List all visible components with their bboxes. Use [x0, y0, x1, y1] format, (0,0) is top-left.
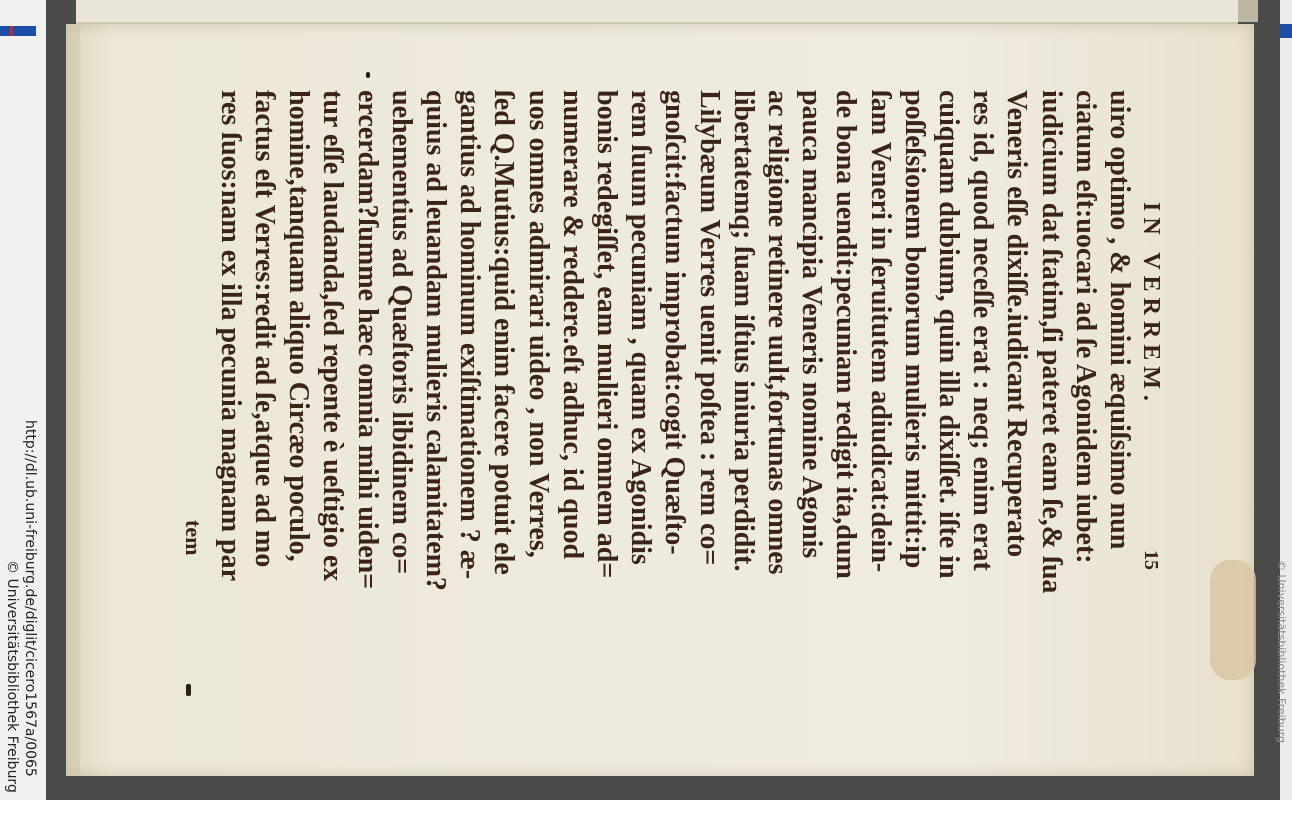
paper-stain [1210, 560, 1256, 680]
catchword: tem [181, 520, 206, 556]
text-line: rem ſuum pecuniam , quam ex Agonidis [625, 90, 657, 565]
ink-speck [186, 684, 191, 696]
page-number: 15 [1140, 550, 1162, 570]
text-line: de bona uendit:pecuniam redigit ita,dum [830, 90, 862, 579]
text-line: Lilybæum Verres uenit poſtea : rem co= [693, 90, 725, 566]
text-line: ciatum eſt:uocari ad ſe Agonidem iubet: [1069, 90, 1101, 564]
text-line: ercerdam?ſumme hæc omnia mihi uiden= [351, 90, 383, 590]
text-line: tur eſſe laudanda,ſed repente è ueſtigio ex [317, 90, 349, 582]
viewer-flag-icon [0, 26, 36, 36]
ink-speck [366, 72, 370, 78]
text-line: poſſeſsionem bonorum mulieris mittit:ip [898, 90, 930, 569]
facing-page-corner [1238, 0, 1258, 22]
text-line: ac religione retinere uult,fortunas omnes [762, 90, 793, 575]
text-line: res ſuos:nam ex illa pecunia magnam par [214, 90, 246, 582]
text-line: cuiquam dubium, quin illa dixiſſet. iſte in [933, 90, 964, 579]
text-line: res id, quod neceſſe erat : neq; enim erat [967, 90, 999, 571]
text-line: uiro optimo , & homini æquiſsimo nun [1104, 90, 1135, 550]
right-margin-notice: © Universitätsbibliothek Freiburg [1275, 560, 1288, 743]
permalink-url[interactable]: http://dl.ub.uni-freiburg.de/diglit/cicero1567a/0065 [22, 420, 38, 777]
text-line: gantius ad hominum exiſtimationem ? æ- [454, 90, 486, 580]
page-gutter-shadow [66, 24, 80, 776]
text-line: gnoſcit:factum improbat:cogit Quæſto- [659, 90, 691, 555]
text-line: quius ad leuandam mulieris calamitatem? [420, 90, 451, 591]
text-line: bonis redegiſſet, eam mulieri omnem ad= [591, 90, 622, 579]
text-line: iudicium dat ſtatim,ſi pateret eam ſe,& ſua [1035, 90, 1067, 594]
text-line: uos omnes admirari uideo , non Verres, [522, 90, 554, 558]
text-line: pauca mancipia Veneris nomine Agonis [796, 90, 828, 559]
text-line: numerare & reddere.eſt adhuc, id quod [556, 90, 588, 560]
text-line: Veneris eſſe dixiſſe.iudicant Recuperato [1001, 90, 1033, 558]
text-line: factus eſt Verres:redit ad ſe,atque ad mo [249, 90, 280, 568]
text-line: libertatemq; ſuam iſtius iniuria perdidit. [727, 90, 759, 572]
facing-page-edge [76, 0, 1238, 24]
text-line: uehementius ad Quæſtoris libidinem co= [385, 90, 417, 575]
copyright-notice: © Universitätsbibliothek Freiburg [4, 560, 20, 793]
running-head: IN VERREM. [1138, 202, 1164, 407]
text-line: homine,tanquam aliquo Circæo poculo, [283, 90, 315, 562]
text-line: ſam Veneri in ſeruitutem adiudicat:dein- [864, 90, 896, 573]
page-text-block [181, 90, 1178, 690]
viewer-flag-icon-right [1280, 24, 1292, 38]
text-line: ſed Q.Mutius:quid enim facere potuit ele [488, 90, 520, 575]
